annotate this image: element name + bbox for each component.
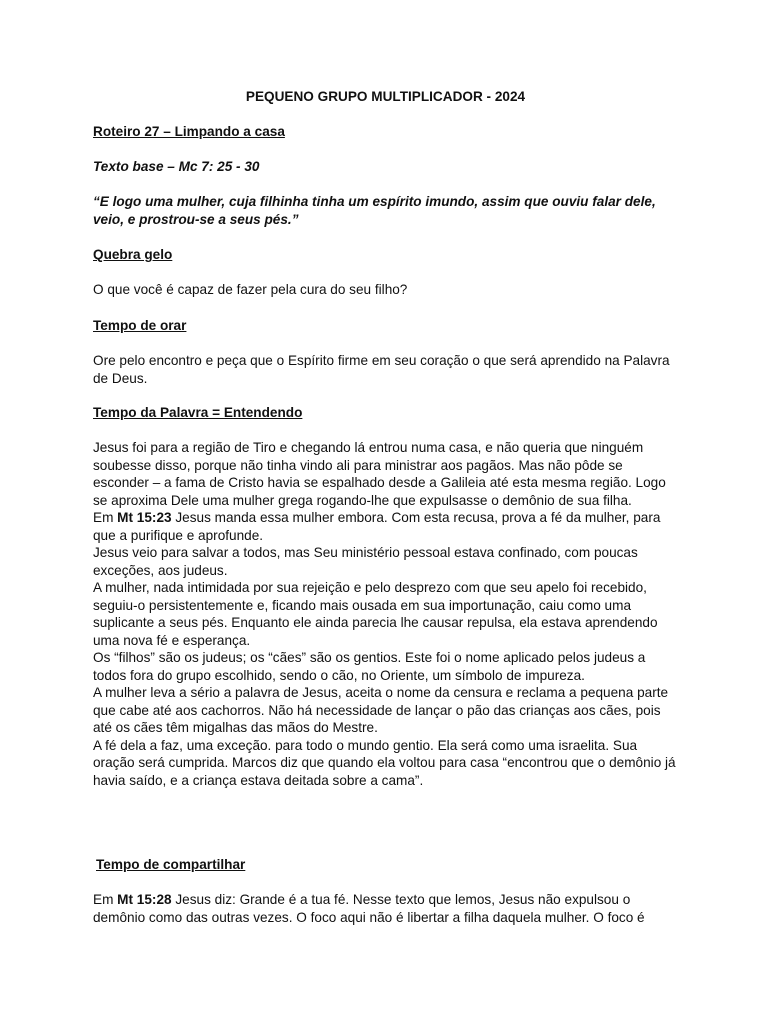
tempo-palavra-heading: Tempo da Palavra = Entendendo: [93, 405, 303, 420]
roteiro-heading: Roteiro 27 – Limpando a casa: [93, 124, 285, 139]
document-title: PEQUENO GRUPO MULTIPLICADOR - 2024: [245, 89, 526, 104]
document-page: [93, 0, 678, 1024]
scripture-ref-mt-15-23: Mt 15:23: [117, 510, 172, 525]
texto-base: Texto base – Mc 7: 25 - 30: [93, 159, 260, 174]
palavra-paragraph-1: Jesus foi para a região de Tiro e chegando lá entrou numa casa, e não queria que ninguém soubesse disso, porque não tinha vindo ali para ministrar aos pagãos. Mas não pôde se esconder – a fama de Cristo havia se espalhado desde a Galileia até esta mesma região. Logo se aproxima Dele uma mulher grega rogando-lhe que expulsasse o demônio de sua filha.: [93, 440, 666, 508]
quebra-gelo-text: O que você é capaz de fazer pela cura do seu filho?: [93, 282, 408, 297]
compartilhar-prefix: Em: [93, 892, 118, 907]
scripture-ref-mt-15-28: Mt 15:28: [117, 892, 172, 907]
tempo-orar-heading: Tempo de orar: [93, 318, 187, 333]
paragraph-2-text: Jesus manda essa mulher embora. Com esta recusa, prova a fé da mulher, para que a purifique e aprofunde.: [93, 510, 661, 543]
quebra-gelo-heading: Quebra gelo: [93, 247, 173, 262]
paragraph-2-prefix: Em: [93, 510, 118, 525]
palavra-paragraph-5: Os “filhos” são os judeus; os “cães” são os gentios. Este foi o nome aplicado pelos judeus a todos fora do grupo escolhido, sendo o cão, no Oriente, um símbolo de impureza.: [93, 650, 646, 683]
tempo-compartilhar-text: [93, 891, 678, 926]
tempo-palavra-body: [93, 439, 678, 789]
tempo-orar-text: Ore pelo encontro e peça que o Espírito firme em seu coração o que será aprendido na Palavra de Deus.: [93, 353, 670, 386]
palavra-paragraph-4: A mulher, nada intimidada por sua rejeição e pelo desprezo com que seu apelo foi recebido, seguiu-o persistentemente e, ficando mais ousada em sua importunação, caiu como uma suplicante a seus pés. Enquanto ele ainda parecia lhe causar repulsa, ela estava aprendendo uma nova fé e esperança.: [93, 580, 658, 648]
palavra-paragraph-3: Jesus veio para salvar a todos, mas Seu ministério pessoal estava confinado, com poucas exceções, aos judeus.: [93, 545, 638, 578]
palavra-paragraph-7: A fé dela a faz, uma exceção. para todo o mundo gentio. Ela será como uma israelita. Sua oração será cumprida. Marcos diz que quando ela voltou para casa “encontrou que o demônio já havia saído, e a criança estava deitada sobre a cama”.: [93, 737, 676, 788]
verse-quote: “E logo uma mulher, cuja filhinha tinha um espírito imundo, assim que ouviu falar dele, veio, e prostrou-se a seus pés.”: [93, 194, 656, 227]
palavra-paragraph-6: A mulher leva a sério a palavra de Jesus, aceita o nome da censura e reclama a pequena parte que cabe até aos cachorros. Não há necessidade de lançar o pão das crianças aos cães, pois até os cães têm migalhas das mãos do Mestre.: [93, 685, 669, 735]
tempo-compartilhar-heading: Tempo de compartilhar: [96, 857, 246, 872]
palavra-paragraph-2: [93, 509, 678, 544]
compartilhar-body: Jesus diz: Grande é a tua fé. Nesse texto que lemos, Jesus não expulsou o demônio como das outras vezes. O foco aqui não é libertar a filha daquela mulher. O foco é: [93, 892, 645, 925]
